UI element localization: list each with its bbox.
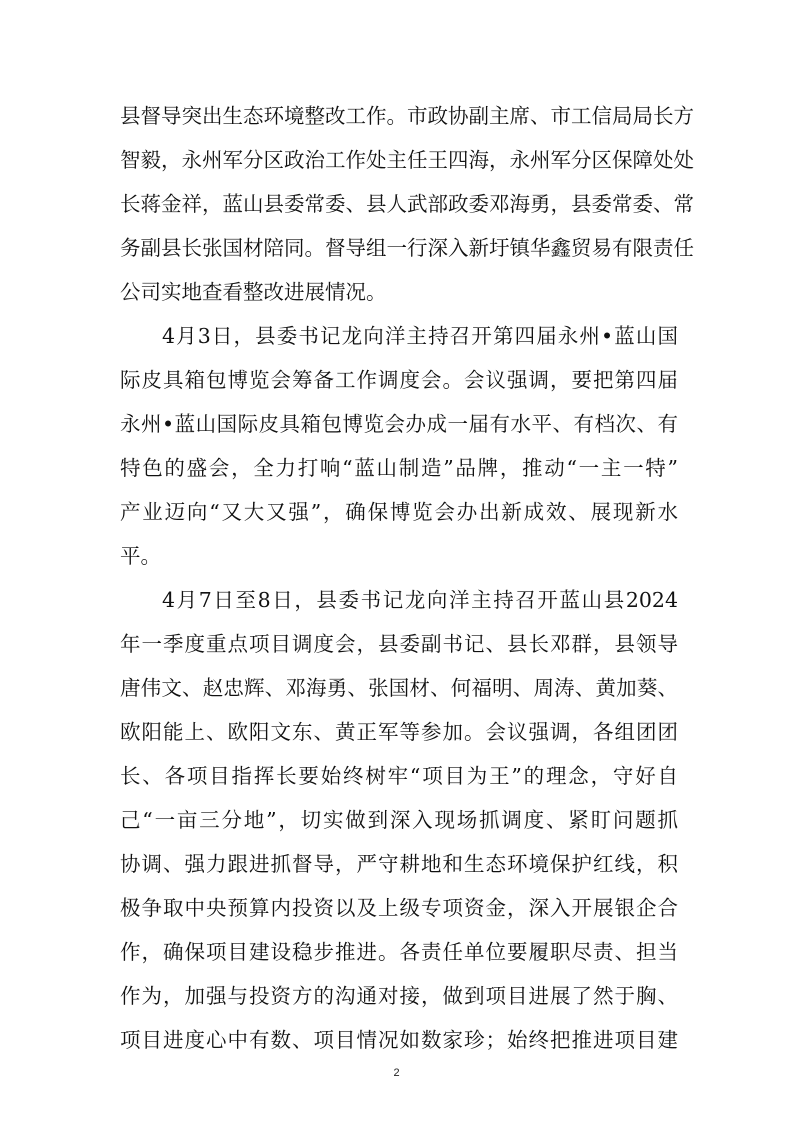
text-line: 协调、强力跟进抓督导，严守耕地和生态环境保护红线，积 [120, 852, 678, 876]
text-line: 己“一亩三分地”，切实做到深入现场抓调度、紧盯问题抓 [120, 808, 678, 832]
text-line: 项目进度心中有数、项目情况如数家珍；始终把推进项目建 [120, 1028, 678, 1052]
text-line: 际皮具箱包博览会筹备工作调度会。会议强调，要把第四届 [120, 368, 678, 392]
text-line: 公司实地查看整改进展情况。 [120, 280, 387, 304]
text-line: 作，确保项目建设稳步推进。各责任单位要履职尽责、担当 [120, 940, 678, 964]
text-line: 永州•蓝山国际皮具箱包博览会办成一届有水平、有档次、有 [120, 412, 678, 436]
text-line: 年一季度重点项目调度会，县委副书记、县长邓群，县领导 [120, 632, 678, 656]
text-line: 长蒋金祥，蓝山县委常委、县人武部政委邓海勇，县委常委、常 [120, 192, 694, 216]
text-line: 长、各项目指挥长要始终树牢“项目为王”的理念，守好自 [120, 764, 678, 788]
text-line: 产业迈向“又大又强”，确保博览会办出新成效、展现新水 [120, 500, 678, 524]
text-line: 欧阳能上、欧阳文东、黄正军等参加。会议强调，各组团团 [120, 720, 678, 744]
text-line: 极争取中央预算内投资以及上级专项资金，深入开展银企合 [120, 896, 678, 920]
text-line: 唐伟文、赵忠辉、邓海勇、张国材、何福明、周涛、黄加葵、 [120, 676, 678, 700]
page-number: 2 [393, 1067, 400, 1079]
text-line: 务副县长张国材陪同。督导组一行深入新圩镇华鑫贸易有限责任 [120, 236, 694, 260]
text-line: 平。 [120, 544, 161, 568]
text-line: 智毅，永州军分区政治工作处主任王四海，永州军分区保障处处 [120, 148, 694, 172]
text-line: 作为，加强与投资方的沟通对接，做到项目进展了然于胸、 [120, 984, 678, 1008]
text-line: 4月3日，县委书记龙向洋主持召开第四届永州•蓝山国 [162, 324, 678, 348]
text-line: 县督导突出生态环境整改工作。市政协副主席、市工信局局长方 [120, 104, 694, 128]
text-line: 4月7日至8日，县委书记龙向洋主持召开蓝山县2024 [162, 588, 678, 612]
text-line: 特色的盛会，全力打响“蓝山制造”品牌，推动“一主一特” [120, 456, 678, 480]
